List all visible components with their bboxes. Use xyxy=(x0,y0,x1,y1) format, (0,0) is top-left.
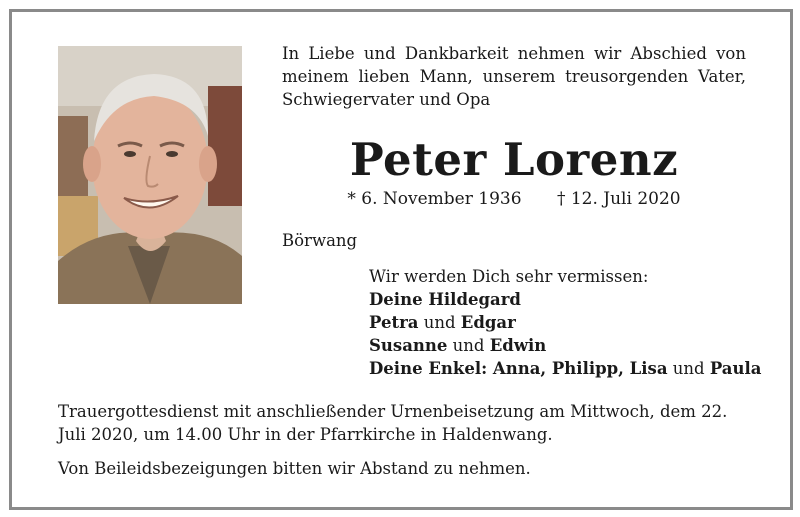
mourner-name: Susanne xyxy=(369,336,448,355)
conjunction: und xyxy=(447,336,490,355)
mourners-block xyxy=(369,265,762,380)
obituary-frame xyxy=(9,9,793,510)
service-text: Trauergottesdienst mit anschließender Urnenbeisetzung am Mittwoch, dem 22. Juli 2020, um 14.00 Uhr in der Pfarrkirche in Haldenwang. xyxy=(58,402,728,444)
portrait-photo xyxy=(58,46,242,304)
mourner-name: Deine Enkel: Anna, Philipp, Lisa xyxy=(369,359,668,378)
mourner-name: Deine Hildegard xyxy=(369,290,521,309)
mourner-line xyxy=(369,288,749,311)
mourners-heading: Wir werden Dich sehr vermissen: xyxy=(369,267,649,286)
place-name: Börwang xyxy=(282,231,358,250)
mourner-line xyxy=(369,357,762,380)
mourner-name: Edwin xyxy=(489,336,547,355)
life-dates xyxy=(282,187,746,211)
mourner-name: Edgar xyxy=(460,313,516,332)
mourner-line xyxy=(369,311,749,334)
birth-date: * 6. November 1936 xyxy=(347,189,522,209)
mourner-line xyxy=(369,334,749,357)
conjunction: und xyxy=(667,359,710,378)
mourner-name: Petra xyxy=(369,313,419,332)
deceased-name: Peter Lorenz xyxy=(349,133,679,186)
intro-text: In Liebe und Dankbarkeit nehmen wir Abschied von meinem lieben Mann, unserem treusorgenden Vater, Schwiegervater und Opa xyxy=(282,44,746,109)
death-date: † 12. Juli 2020 xyxy=(556,189,681,209)
condolence-note: Von Beileidsbezeigungen bitten wir Abstand zu nehmen. xyxy=(58,459,531,478)
conjunction: und xyxy=(418,313,461,332)
mourner-name: Paula xyxy=(709,359,762,378)
